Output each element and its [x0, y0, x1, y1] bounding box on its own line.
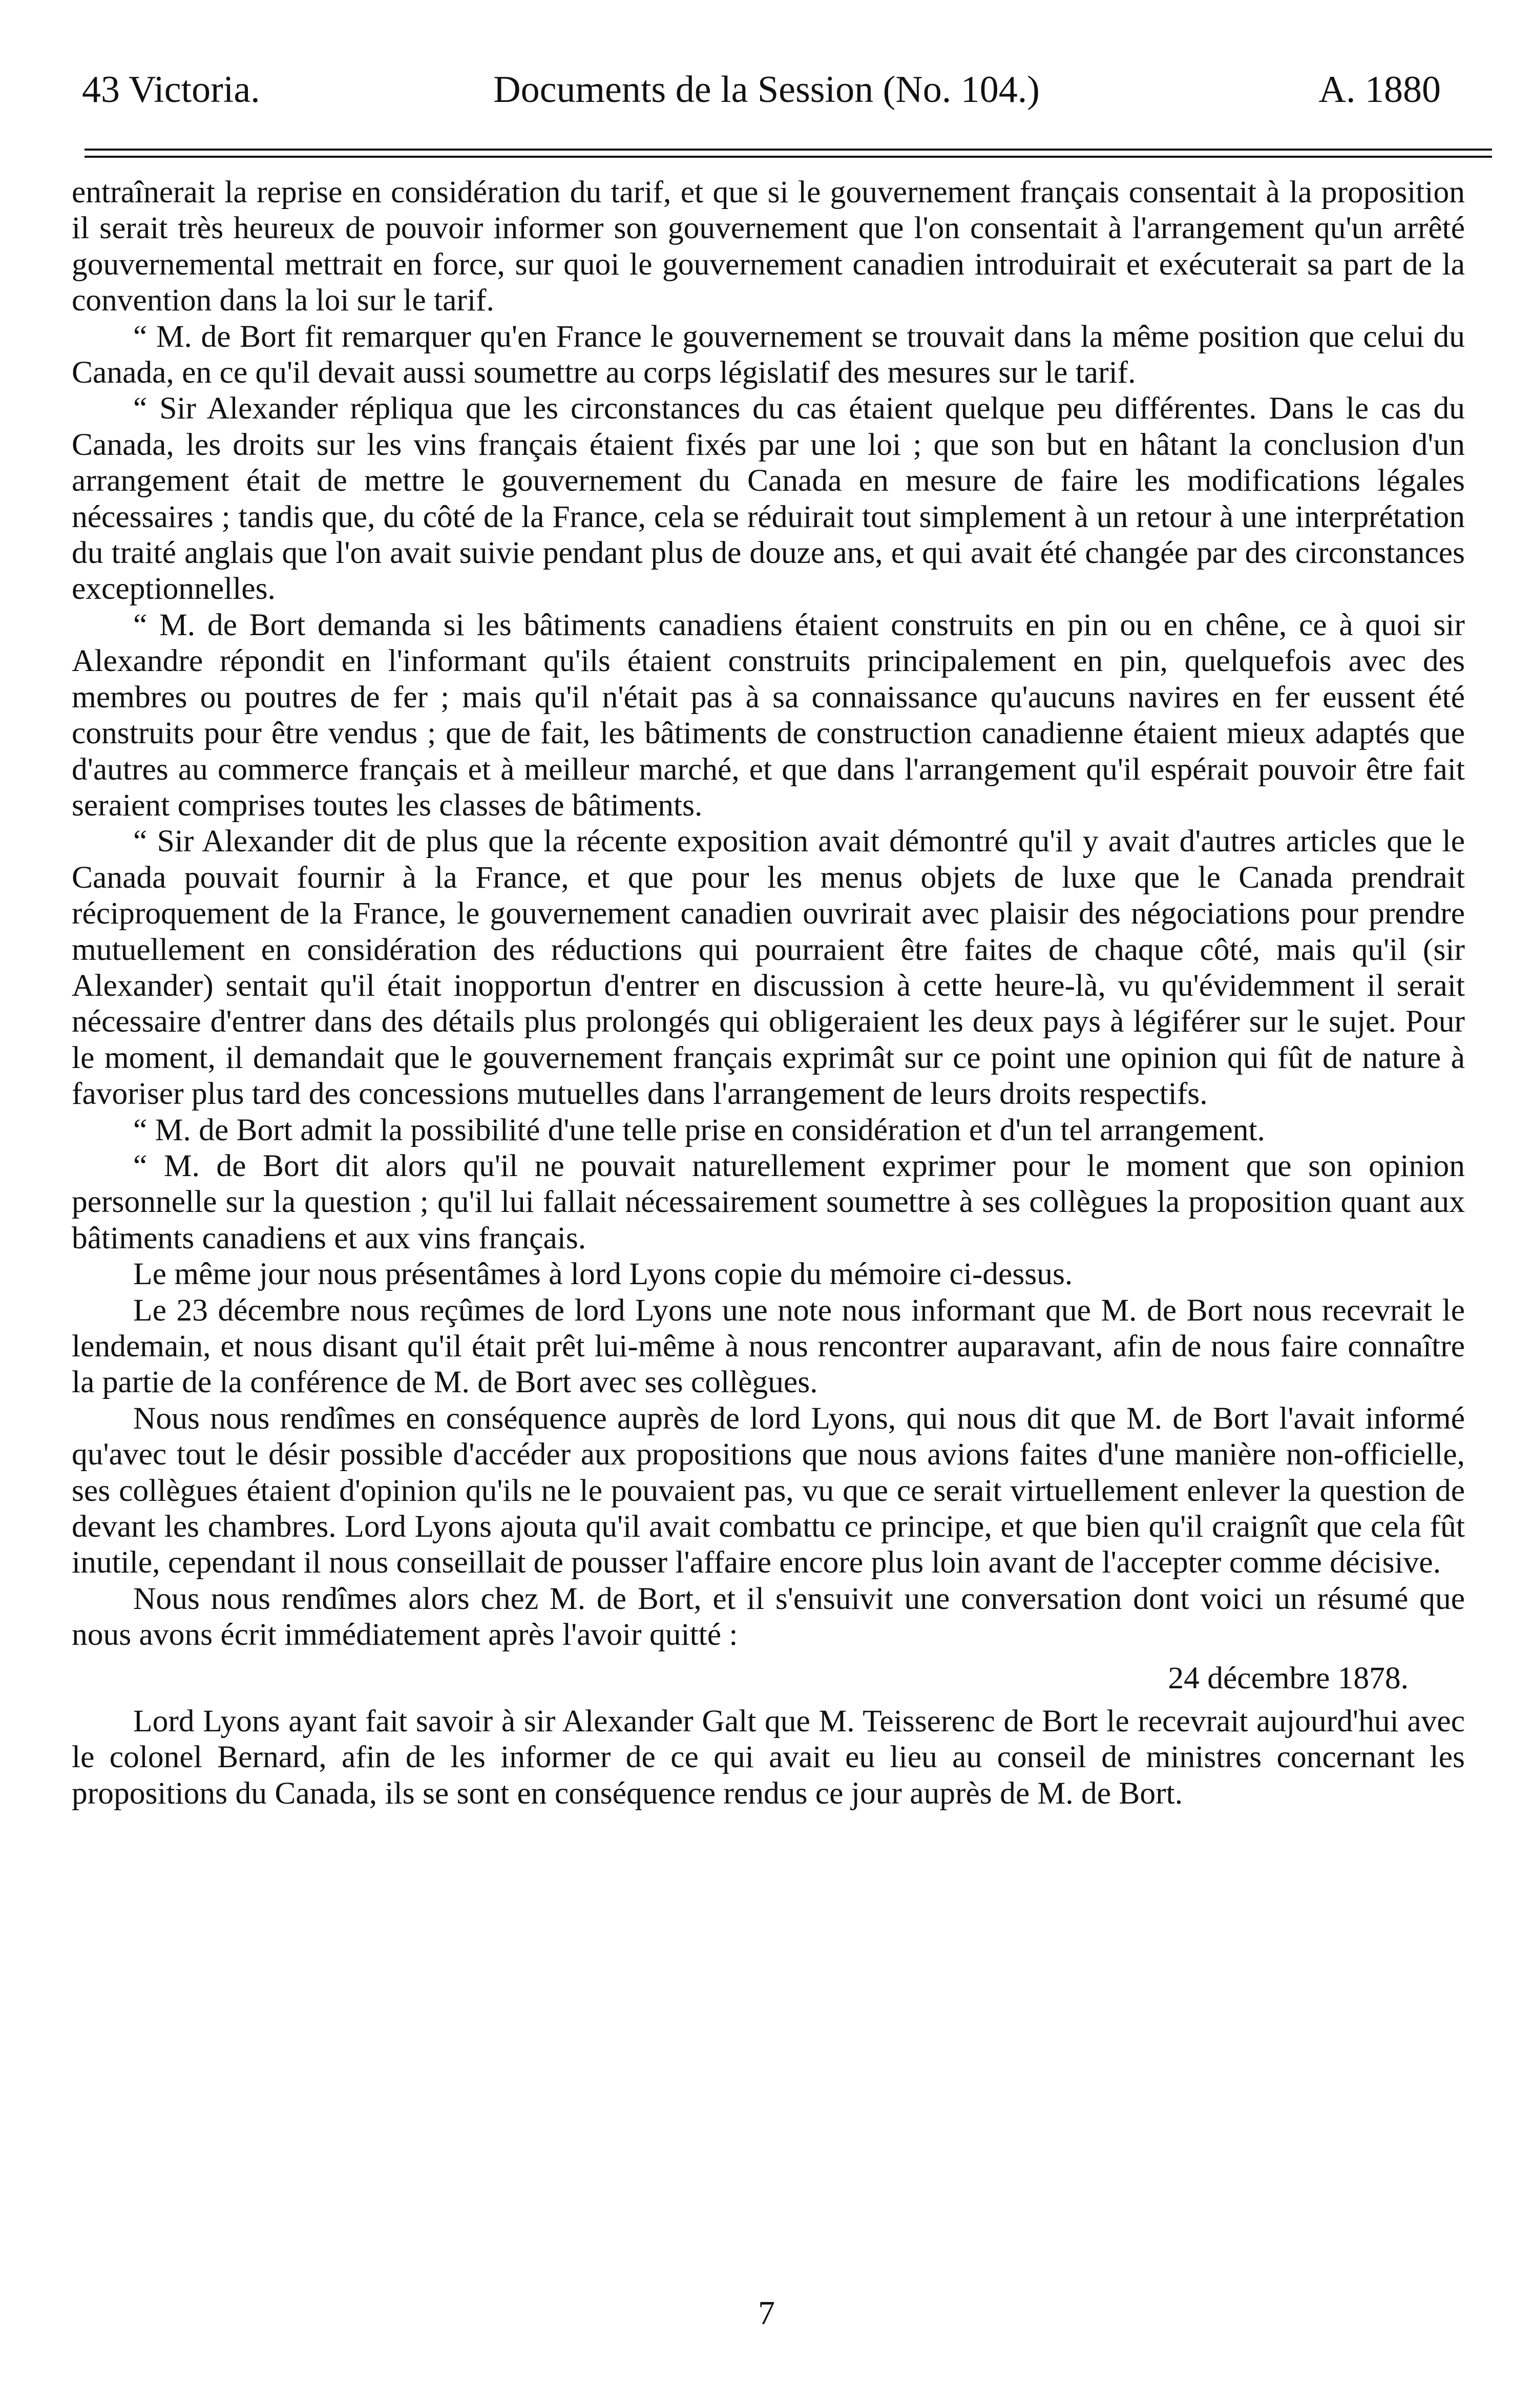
header-title: Documents de la Session (No. 104.): [493, 69, 1040, 111]
paragraph: Le 23 décembre nous reçûmes de lord Lyons une note nous informant que M. de Bort nous recevrait le lendemain, et nous disant qu'il était prêt lui-même à nous rencontrer auparavant, afin de nous faire connaître la partie de la conférence de M. de Bort avec ses collègues.: [72, 1292, 1465, 1400]
paragraph: “ M. de Bort fit remarquer qu'en France le gouvernement se trouvait dans la même position que celui du Canada, en ce qu'il devait aussi soumettre au corps législatif des mesures sur le tarif.: [72, 319, 1465, 390]
paragraph: Nous nous rendîmes en conséquence auprès de lord Lyons, qui nous dit que M. de Bort l'avait informé qu'avec tout le désir possible d'accéder aux propositions que nous avions faites d'une manière non-officielle, ses collègues étaient d'opinion qu'ils ne le pouvaient pas, vu que ce serait virtuellement enlever la question de devant les chambres. Lord Lyons ajouta qu'il avait combattu ce principe, et que bien qu'il craignît que cela fût inutile, cependant il nous conseillait de pousser l'affaire encore plus loin avant de l'accepter comme décisive.: [72, 1400, 1465, 1580]
paragraph: “ Sir Alexander répliqua que les circonstances du cas étaient quelque peu différentes. Dans le cas du Canada, les droits sur les vins français étaient fixés par une loi ; que son but en hâtant la conclusion d'un arrangement était de mettre le gouvernement du Canada en mesure de faire les modifications légales nécessaires ; tandis que, du côté de la France, cela se réduirait tout simplement à un retour à une interprétation du traité anglais que l'on avait suivie pendant plus de douze ans, et qui avait été changée par des circonstances exceptionnelles.: [72, 391, 1465, 606]
header-year: A. 1880: [1318, 69, 1441, 111]
header-volume: 43 Victoria.: [82, 69, 260, 111]
date-line: 24 décembre 1878.: [1168, 1660, 1409, 1695]
paragraph-continuation: entraînerait la reprise en considération du tarif, et que si le gouvernement français consentait à la proposition il serait très heureux de pouvoir informer son gouvernement que l'on consentait à l'arrangement qu'un arrêté gouvernemental mettrait en force, sur quoi le gouvernement canadien introduirait et exécuterait sa part de la convention dans la loi sur le tarif.: [72, 175, 1465, 318]
body-text: [72, 174, 1465, 1811]
header-rule-bottom: [85, 156, 1492, 158]
paragraph: “ M. de Bort dit alors qu'il ne pouvait naturellement exprimer pour le moment que son opinion personnelle sur la question ; qu'il lui fallait nécessairement soumettre à ses collègues la proposition quant aux bâtiments canadiens et aux vins français.: [72, 1148, 1465, 1255]
closing-paragraph: Lord Lyons ayant fait savoir à sir Alexander Galt que M. Teisserenc de Bort le recevrait aujourd'hui avec le colonel Bernard, afin de les informer de ce qui avait eu lieu au conseil de ministres concernant les propositions du Canada, ils se sont en conséquence rendus ce jour auprès de M. de Bort.: [72, 1704, 1465, 1811]
paragraph: Le même jour nous présentâmes à lord Lyons copie du mémoire ci-dessus.: [133, 1257, 1073, 1292]
running-header: [61, 67, 1472, 113]
paragraph: “ Sir Alexander dit de plus que la récente exposition avait démontré qu'il y avait d'autres articles que le Canada pouvait fournir à la France, et que pour les menus objets de luxe que le Canada prendrait réciproquement de la France, le gouvernement canadien ouvrirait avec plaisir des négociations pour prendre mutuellement en considération des réductions qui pourraient être faites de chaque côté, mais qu'il (sir Alexander) sentait qu'il était inopportun d'entrer en discussion à cette heure-là, vu qu'évidemment il serait nécessaire d'entrer dans des détails plus prolongés qui obligeraient les deux pays à légiférer sur le sujet. Pour le moment, il demandait que le gouvernement français exprimât sur ce point une opinion qui fût de nature à favoriser plus tard des concessions mutuelles dans l'arrangement de leurs droits respectifs.: [72, 824, 1465, 1112]
page-number: 7: [758, 2294, 775, 2332]
paragraph: “ M. de Bort admit la possibilité d'une telle prise en considération et d'un tel arrangement.: [133, 1112, 1265, 1147]
paragraph: Nous nous rendîmes alors chez M. de Bort, et il s'ensuivit une conversation dont voici un résumé que nous avons écrit immédiatement après l'avoir quitté :: [72, 1581, 1465, 1652]
header-rule-top: [85, 149, 1492, 151]
paragraph: “ M. de Bort demanda si les bâtiments canadiens étaient construits en pin ou en chêne, ce à quoi sir Alexandre répondit en l'informant qu'ils étaient construits principalement en pin, quelquefois avec des membres ou poutres de fer ; mais qu'il n'était pas à sa connaissance qu'aucuns navires en fer eussent été construits pour être vendus ; que de fait, les bâtiments de construction canadienne étaient mieux adaptés que d'autres au commerce français et à meilleur marché, et que dans l'arrangement qu'il espérait pouvoir être fait seraient comprises toutes les classes de bâtiments.: [72, 607, 1465, 823]
